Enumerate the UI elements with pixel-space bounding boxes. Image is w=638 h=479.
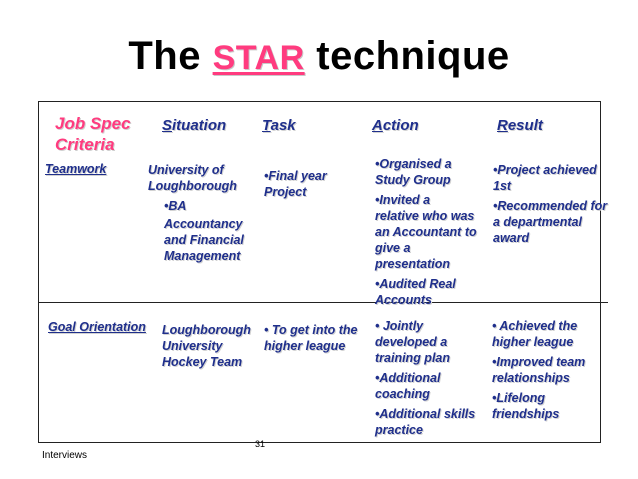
header-result-rest: esult (507, 117, 543, 134)
header-result-initial: R (497, 117, 508, 134)
row-teamwork-situation (148, 162, 258, 268)
result-line: •Improved team relationships (492, 355, 586, 385)
action-line: •Additional skills practice (375, 407, 476, 437)
situation-line: •BA (164, 199, 187, 213)
title-highlight: STAR (212, 39, 305, 77)
header-result (497, 117, 543, 134)
header-task-initial: T (262, 117, 271, 134)
action-line: •Organised a Study Group (375, 157, 452, 187)
row-goal-orientation-task (264, 322, 364, 358)
result-line: •Lifelong friendships (492, 391, 560, 421)
header-action-rest: ction (382, 117, 419, 134)
row-teamwork-result (493, 162, 608, 250)
header-job-spec-line2: Criteria (55, 135, 115, 154)
row-divider (38, 302, 608, 303)
row-goal-orientation-criterion: Goal Orientation (48, 320, 146, 334)
situation-line: University of Loughborough (148, 163, 237, 193)
result-line: • Achieved the higher league (492, 319, 578, 349)
header-task-rest: ask (270, 117, 296, 134)
action-line: •Audited Real Accounts (375, 277, 456, 307)
header-situation (162, 117, 226, 134)
row-teamwork-action (375, 156, 477, 312)
action-line: •Additional coaching (375, 371, 441, 401)
situation-line: Accountancy and Financial Management (164, 217, 244, 263)
page-number: 31 (255, 439, 266, 449)
header-action (372, 117, 419, 134)
header-task (262, 117, 296, 134)
situation-line: Loughborough University Hockey Team (162, 323, 251, 369)
footer-label: Interviews (42, 450, 88, 461)
task-line: • To get into the higher league (264, 323, 358, 353)
row-teamwork-task (264, 168, 364, 204)
header-situation-initial: S (162, 117, 173, 134)
row-teamwork-criterion: Teamwork (45, 162, 107, 176)
result-line: •Recommended for a departmental award (493, 199, 608, 245)
task-line: •Final year Project (264, 169, 327, 199)
slide-title (0, 34, 638, 79)
row-goal-orientation-result (492, 318, 604, 426)
header-situation-rest: ituation (172, 117, 227, 134)
result-line: •Project achieved 1st (493, 163, 597, 193)
title-suffix: technique (316, 34, 510, 78)
header-job-spec (55, 113, 131, 155)
row-goal-orientation-situation (162, 322, 260, 374)
header-job-spec-line1: Job Spec (55, 114, 131, 133)
row-goal-orientation-action (375, 318, 477, 442)
header-action-initial: A (372, 117, 383, 134)
action-line: • Jointly developed a training plan (375, 319, 450, 365)
action-line: •Invited a relative who was an Accountant to give a presentation (375, 193, 477, 271)
title-prefix: The (128, 34, 201, 78)
